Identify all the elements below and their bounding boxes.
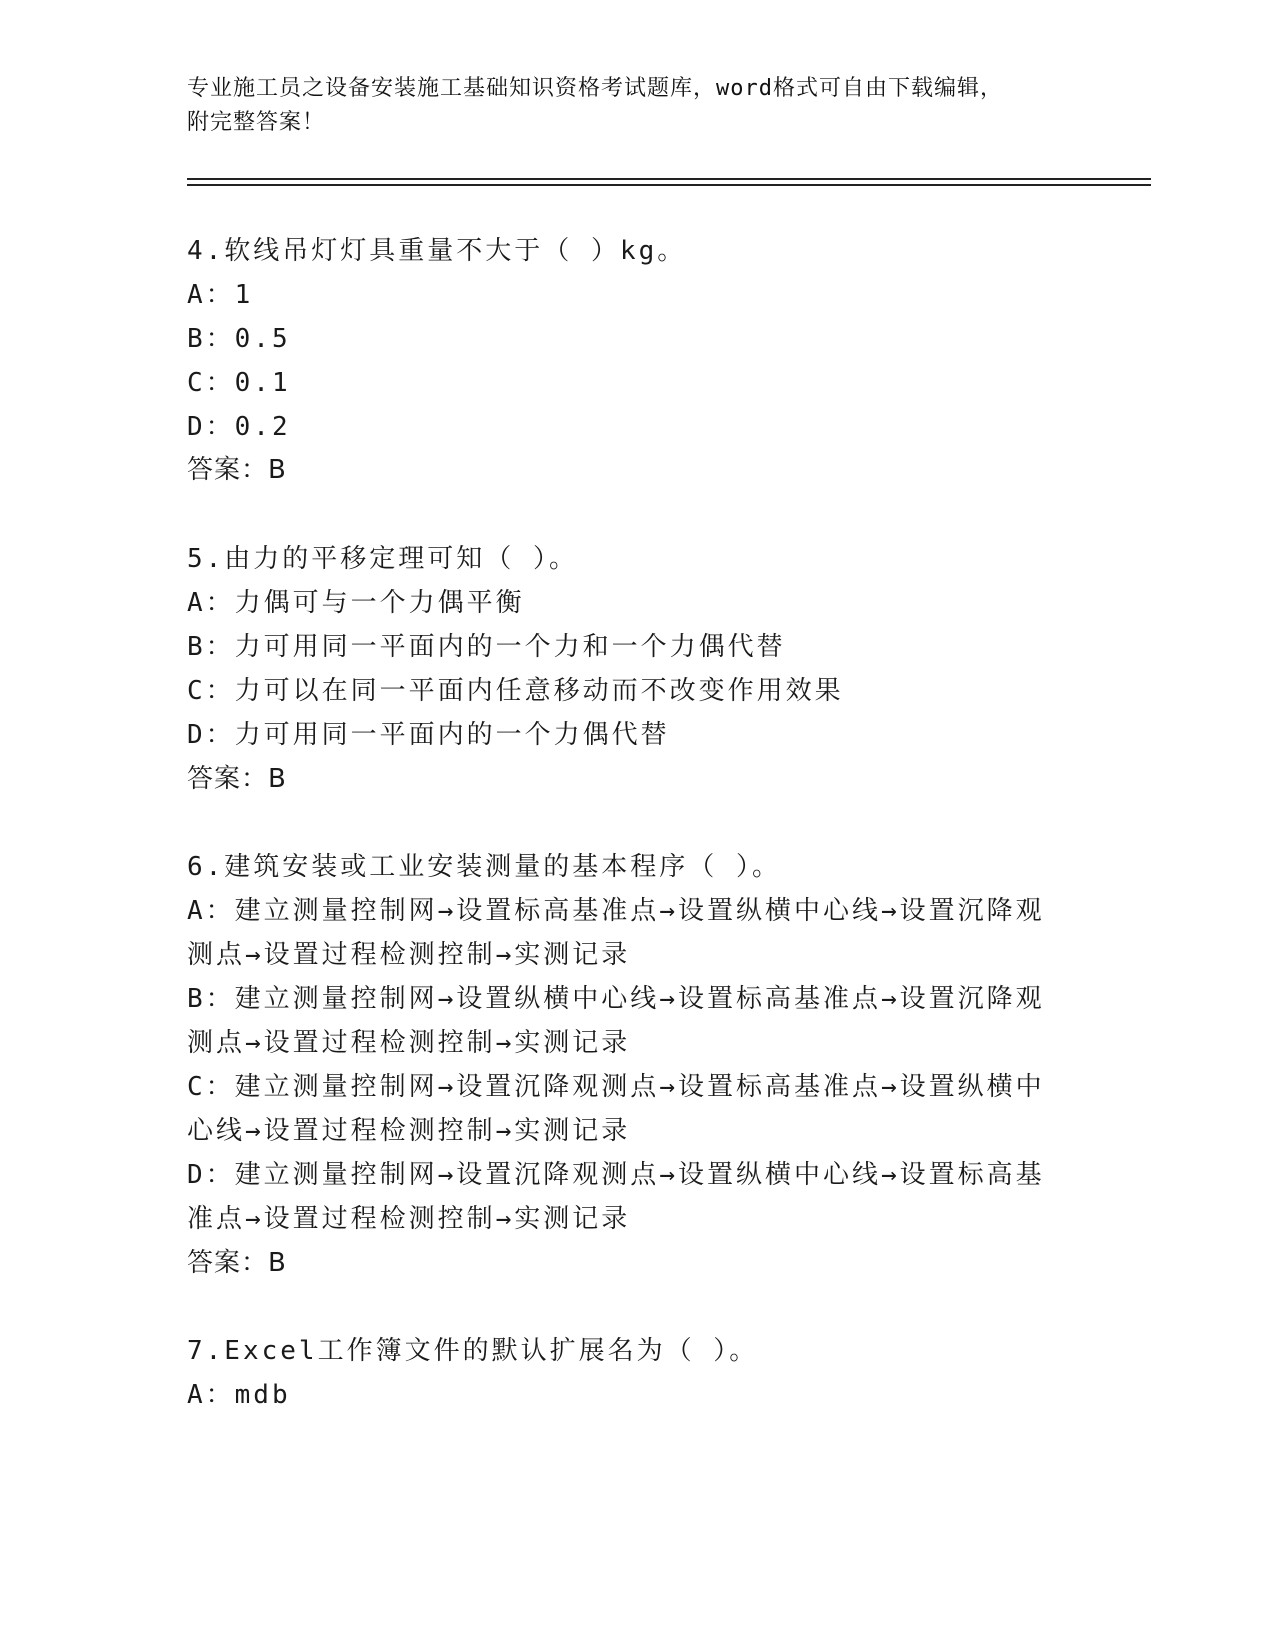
option-text: 0.2 — [234, 412, 291, 442]
option-text: 力可以在同一平面内任意移动而不改变作用效果 — [234, 676, 844, 706]
question-6-answer: 答案：B — [187, 1248, 287, 1278]
option-text: 0.5 — [234, 324, 291, 354]
question-4-option-b — [187, 324, 291, 354]
question-7-stem: 7.Excel工作簿文件的默认扩展名为（ ）。 — [187, 1336, 759, 1366]
option-text: 力可用同一平面内的一个力偶代替 — [234, 720, 670, 750]
question-6-option-b-line-2: 测点→设置过程检测控制→实测记录 — [187, 1028, 631, 1058]
option-key: D： — [187, 412, 235, 442]
option-text: 力可用同一平面内的一个力和一个力偶代替 — [234, 632, 786, 662]
option-key: C： — [187, 676, 235, 706]
header-line-1: 专业施工员之设备安装施工基础知识资格考试题库，word格式可自由下载编辑， — [187, 76, 1003, 101]
question-5-answer: 答案：B — [187, 764, 287, 794]
question-6-option-d-line-1 — [187, 1160, 1045, 1190]
option-text: 建立测量控制网→设置标高基准点→设置纵横中心线→设置沉降观 — [234, 896, 1045, 926]
document-header — [187, 72, 1087, 140]
option-text: 建立测量控制网→设置沉降观测点→设置标高基准点→设置纵横中 — [234, 1072, 1045, 1102]
option-key: A： — [187, 280, 235, 310]
question-6-option-a-line-1 — [187, 896, 1045, 926]
option-text: 建立测量控制网→设置沉降观测点→设置纵横中心线→设置标高基 — [234, 1160, 1045, 1190]
option-text: mdb — [234, 1380, 291, 1410]
option-key: B： — [187, 984, 235, 1014]
question-4-option-a — [187, 280, 253, 310]
question-6-option-c-line-1 — [187, 1072, 1045, 1102]
question-6-option-d-line-2: 准点→设置过程检测控制→实测记录 — [187, 1204, 631, 1234]
option-key: C： — [187, 368, 235, 398]
question-5-option-d — [187, 720, 670, 750]
option-key: B： — [187, 324, 235, 354]
question-6-option-a-line-2: 测点→设置过程检测控制→实测记录 — [187, 940, 631, 970]
option-key: A： — [187, 896, 235, 926]
option-text: 力偶可与一个力偶平衡 — [234, 588, 525, 618]
question-5-option-c — [187, 676, 844, 706]
question-4-option-c — [187, 368, 291, 398]
header-rule-bottom — [187, 184, 1151, 186]
option-text: 0.1 — [234, 368, 291, 398]
option-key: D： — [187, 1160, 235, 1190]
header-rule-top — [187, 178, 1151, 180]
option-key: A： — [187, 588, 235, 618]
question-5-option-a — [187, 588, 525, 618]
question-5-stem: 5.由力的平移定理可知（ ）。 — [187, 544, 578, 574]
option-key: D： — [187, 720, 235, 750]
question-7-option-a — [187, 1380, 291, 1410]
option-key: A： — [187, 1380, 235, 1410]
question-4-stem: 4.软线吊灯灯具重量不大于（ ）kg。 — [187, 236, 687, 266]
question-4-answer: 答案：B — [187, 455, 287, 485]
option-key: C： — [187, 1072, 235, 1102]
question-5-option-b — [187, 632, 786, 662]
header-line-2: 附完整答案！ — [187, 110, 326, 135]
question-6-option-c-line-2: 心线→设置过程检测控制→实测记录 — [187, 1116, 631, 1146]
option-key: B： — [187, 632, 235, 662]
option-text: 1 — [234, 280, 254, 310]
question-6-stem: 6.建筑安装或工业安装测量的基本程序（ ）。 — [187, 852, 781, 882]
option-text: 建立测量控制网→设置纵横中心线→设置标高基准点→设置沉降观 — [234, 984, 1045, 1014]
question-4-option-d — [187, 412, 291, 442]
question-6-option-b-line-1 — [187, 984, 1045, 1014]
